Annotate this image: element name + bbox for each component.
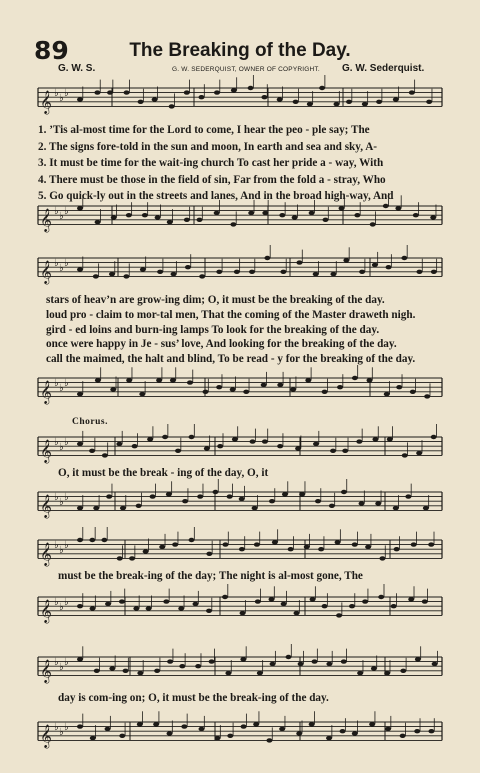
svg-text:𝄞: 𝄞 bbox=[40, 89, 52, 114]
svg-text:♭: ♭ bbox=[59, 383, 64, 394]
staff-4-bass bbox=[38, 584, 442, 623]
svg-text:♭: ♭ bbox=[59, 662, 64, 673]
composer-credit: G. W. Sederquist. bbox=[342, 63, 425, 74]
svg-text:♭: ♭ bbox=[54, 437, 59, 448]
verse-4-line-2: once were happy in Je - sus’ love, And looking for the breaking of the day. bbox=[46, 338, 397, 351]
svg-text:𝄞: 𝄞 bbox=[40, 379, 52, 404]
svg-text:♭: ♭ bbox=[64, 540, 69, 551]
svg-text:♭: ♭ bbox=[54, 88, 59, 99]
svg-text:♭: ♭ bbox=[54, 597, 59, 608]
svg-text:♭: ♭ bbox=[64, 437, 69, 448]
svg-text:♭: ♭ bbox=[64, 492, 69, 503]
svg-text:♭: ♭ bbox=[59, 727, 64, 738]
svg-text:𝄞: 𝄞 bbox=[40, 259, 52, 284]
svg-text:♭: ♭ bbox=[54, 657, 59, 668]
svg-text:♭: ♭ bbox=[64, 206, 69, 217]
svg-text:♭: ♭ bbox=[64, 258, 69, 269]
svg-text:♭: ♭ bbox=[59, 602, 64, 613]
svg-text:♭: ♭ bbox=[59, 545, 64, 556]
staff-3-treble bbox=[38, 424, 442, 463]
staff-4-treble bbox=[38, 527, 442, 566]
verse-5-line-1: 5. Go quick-ly out in the streets and lanes, And in the broad high-way, And bbox=[38, 190, 394, 203]
verse-2-line-1: 2. The signs fore-told in the sun and moon, In earth and sea and sky, A- bbox=[38, 140, 378, 153]
svg-text:♭: ♭ bbox=[54, 258, 59, 269]
svg-text:♭: ♭ bbox=[64, 722, 69, 733]
verse-lyrics-line1 bbox=[38, 122, 442, 205]
chorus-line-1: O, it must be the break - ing of the day, O, it bbox=[58, 467, 269, 479]
svg-text:♭: ♭ bbox=[59, 93, 64, 104]
svg-text:𝄞: 𝄞 bbox=[40, 541, 52, 566]
chorus-label: Chorus. bbox=[72, 417, 108, 427]
chorus-line-3: day is com-ing on; O, it must be the break-ing of the day. bbox=[58, 692, 329, 704]
svg-text:𝄞: 𝄞 bbox=[40, 438, 52, 463]
svg-text:♭: ♭ bbox=[54, 540, 59, 551]
verse-5-line-2: call the maimed, the halt and blind, To be read - y for the breaking of the day. bbox=[46, 353, 416, 366]
svg-text:𝄞: 𝄞 bbox=[40, 493, 52, 518]
svg-text:♭: ♭ bbox=[59, 211, 64, 222]
svg-text:𝄞: 𝄞 bbox=[40, 598, 52, 623]
verse-2-line-2: loud pro - claim to mor-tal men, That the coming of the Master draweth nigh. bbox=[46, 308, 416, 321]
svg-text:♭: ♭ bbox=[54, 378, 59, 389]
verse-3-line-1: 3. It must be time for the wait-ing church To cast her pride a - way, With bbox=[38, 157, 384, 170]
hymn-number: 89 bbox=[34, 36, 69, 65]
lyricist-credit: G. W. S. bbox=[58, 63, 96, 74]
svg-text:𝄞: 𝄞 bbox=[40, 207, 52, 232]
staff-3-bass bbox=[38, 479, 442, 518]
copyright-notice: G. W. SEDERQUIST, OWNER OF COPYRIGHT. bbox=[172, 66, 320, 73]
chorus-line-2: must be the break-ing of the day; The night is al-most gone, The bbox=[58, 570, 363, 582]
svg-text:♭: ♭ bbox=[54, 206, 59, 217]
staff-1-treble bbox=[38, 75, 442, 114]
svg-text:♭: ♭ bbox=[64, 597, 69, 608]
svg-text:♭: ♭ bbox=[64, 657, 69, 668]
svg-text:♭: ♭ bbox=[64, 378, 69, 389]
verse-1-line-2: stars of heav’n are grow-ing dim; O, it must be the breaking of the day. bbox=[46, 294, 385, 306]
staff-2-bass bbox=[38, 365, 442, 404]
svg-text:♭: ♭ bbox=[54, 492, 59, 503]
svg-text:𝄞: 𝄞 bbox=[40, 658, 52, 683]
staff-2-treble bbox=[38, 245, 442, 284]
verse-3-line-2: gird - ed loins and burn-ing lamps To look for the breaking of the day. bbox=[46, 323, 380, 336]
hymn-title: The Breaking of the Day. bbox=[129, 40, 351, 61]
verse-4-line-1: 4. There must be those in the field of sin, Far from the fold a - stray, Who bbox=[38, 173, 386, 186]
svg-text:♭: ♭ bbox=[59, 442, 64, 453]
svg-text:♭: ♭ bbox=[54, 722, 59, 733]
staff-5-bass bbox=[38, 711, 442, 748]
verse-lyrics-line2 bbox=[46, 293, 438, 367]
staff-5-treble bbox=[38, 644, 442, 683]
verse-1-line-1: 1. ’Tis al-most time for the Lord to come, I hear the peo - ple say; The bbox=[38, 124, 370, 136]
svg-text:♭: ♭ bbox=[64, 88, 69, 99]
svg-text:♭: ♭ bbox=[59, 263, 64, 274]
svg-text:♭: ♭ bbox=[59, 497, 64, 508]
svg-text:𝄞: 𝄞 bbox=[40, 723, 52, 748]
